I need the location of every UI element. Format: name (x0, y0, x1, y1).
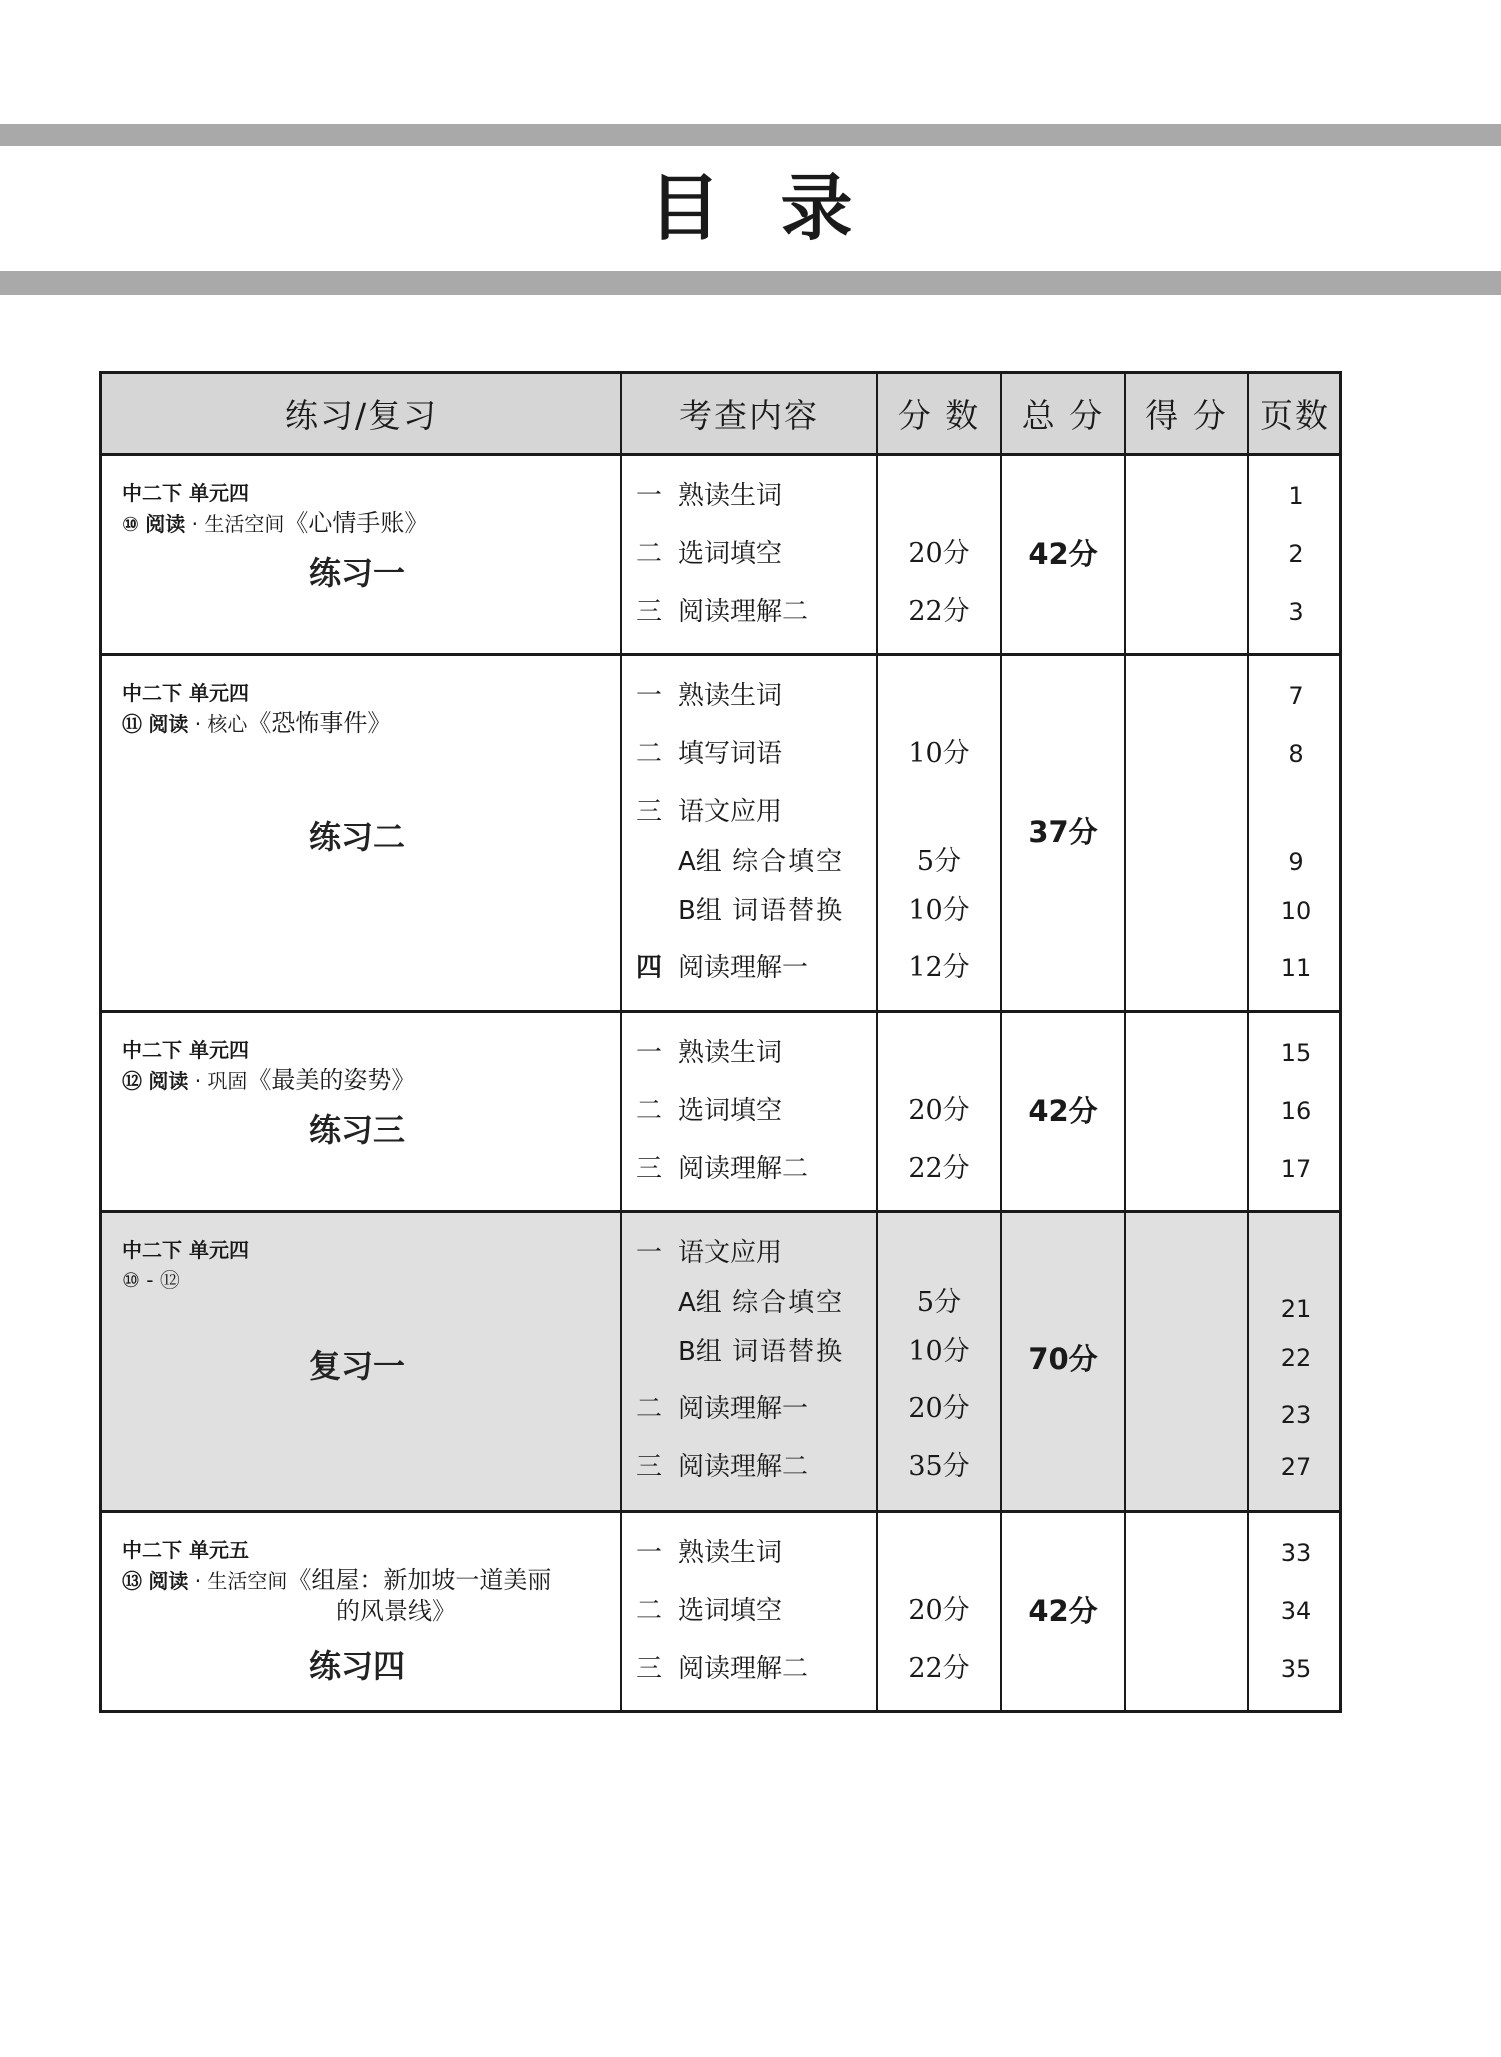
page-number: 9 (1288, 848, 1304, 876)
item-score: 5分 (916, 1287, 962, 1318)
lesson-info (122, 1235, 249, 1295)
header-score: 分 数 (897, 396, 981, 435)
content-item: 二 选词填空 (636, 539, 783, 569)
page-number: 27 (1280, 1453, 1312, 1481)
lesson-title: 《恐怖事件》 (247, 709, 392, 737)
exercise-name: 复习一 (308, 1347, 405, 1385)
page-number: 8 (1288, 740, 1304, 768)
top-gray-band (0, 124, 1501, 146)
content-item: 三 阅读理解二 (636, 1452, 809, 1482)
column-divider (620, 374, 622, 1710)
content-subitem: A组 综合填空 (678, 1288, 845, 1318)
lesson-type: 阅读 (148, 1069, 189, 1093)
lesson-part: · 巩固 (194, 1069, 248, 1093)
item-score: 10分 (908, 738, 970, 769)
item-score: 20分 (908, 1393, 970, 1424)
unit-label: 中二下 单元四 (122, 681, 249, 705)
unit-label: 中二下 单元四 (122, 1038, 249, 1062)
page-number: 3 (1288, 598, 1304, 626)
bottom-gray-band (0, 271, 1501, 295)
content-item: 一 熟读生词 (636, 681, 783, 711)
content-item: 二 阅读理解一 (636, 1394, 809, 1424)
lesson-label (122, 708, 391, 739)
page-number: 10 (1280, 897, 1312, 925)
lesson-info (122, 1035, 415, 1096)
content-item: 二 填写词语 (636, 739, 783, 769)
content-item: 三 阅读理解二 (636, 1154, 809, 1184)
lesson-part: · 核心 (194, 712, 248, 736)
page-title: 目录 (648, 166, 913, 250)
lesson-type: 阅读 (148, 1569, 189, 1593)
page-number: 21 (1280, 1295, 1312, 1323)
content-item: 三 阅读理解二 (636, 1654, 809, 1684)
content-item: 二 选词填空 (636, 1596, 783, 1626)
item-score: 5分 (916, 846, 962, 877)
lesson-label (122, 1565, 551, 1596)
table-row-review (102, 1213, 1339, 1513)
item-score: 35分 (908, 1451, 970, 1482)
item-score: 20分 (908, 538, 970, 569)
lesson-title-continued: 的风景线》 (336, 1597, 456, 1625)
table-row (102, 1513, 1339, 1710)
lesson-title: 《最美的姿势》 (247, 1066, 416, 1094)
content-item: 二 选词填空 (636, 1096, 783, 1126)
lesson-number: ⑫ (122, 1069, 142, 1093)
header-obtained: 得 分 (1145, 396, 1228, 435)
lesson-number: ⑩ (122, 512, 139, 536)
content-item: 四 阅读理解一 (636, 953, 809, 983)
header-content: 考查内容 (679, 396, 819, 435)
item-score: 22分 (908, 1153, 970, 1184)
exercise-name: 练习三 (308, 1111, 405, 1149)
page-number: 15 (1280, 1039, 1312, 1067)
page-number: 7 (1288, 682, 1304, 710)
unit-label: 中二下 单元五 (122, 1538, 249, 1562)
lesson-label (122, 508, 428, 539)
column-divider (1000, 374, 1002, 1710)
item-score: 10分 (908, 895, 970, 926)
header-exercise: 练习/复习 (284, 396, 439, 435)
unit-label: 中二下 单元四 (122, 481, 249, 505)
lesson-type: 阅读 (145, 512, 186, 536)
header-total: 总 分 (1021, 396, 1105, 435)
page-number: 34 (1280, 1597, 1312, 1625)
content-item: 一 语文应用 (636, 1238, 783, 1268)
page-number: 33 (1280, 1539, 1312, 1567)
total-score: 70分 (1028, 1342, 1098, 1376)
lesson-label (122, 1065, 415, 1096)
lesson-part: · 生活空间 (191, 512, 285, 536)
page-number: 2 (1288, 540, 1304, 568)
total-score: 42分 (1028, 1094, 1098, 1128)
total-score: 42分 (1028, 1594, 1098, 1628)
table-row (102, 1013, 1339, 1213)
header-page: 页数 (1260, 396, 1330, 435)
item-score: 20分 (908, 1095, 970, 1126)
page-number: 23 (1280, 1401, 1312, 1429)
content-item: 一 熟读生词 (636, 1038, 783, 1068)
page-number: 11 (1280, 954, 1312, 982)
lesson-title: 《心情手账》 (284, 509, 429, 537)
column-divider (876, 374, 878, 1710)
item-score: 22分 (908, 596, 970, 627)
lesson-info (122, 678, 391, 739)
lesson-range: ⑩ - ⑫ (122, 1268, 180, 1292)
lesson-info (122, 1535, 551, 1627)
exercise-name: 练习一 (308, 554, 405, 592)
content-item: 一 熟读生词 (636, 1538, 783, 1568)
item-score: 10分 (908, 1336, 970, 1367)
table-header (102, 374, 1339, 456)
lesson-number: ⑬ (122, 1569, 142, 1593)
content-item: 三 语文应用 (636, 797, 783, 827)
table-row (102, 456, 1339, 656)
item-score: 12分 (908, 952, 970, 983)
page-number: 17 (1280, 1155, 1312, 1183)
total-score: 42分 (1028, 537, 1098, 571)
total-score: 37分 (1028, 815, 1098, 849)
column-divider (1124, 374, 1126, 1710)
lesson-number: ⑪ (122, 712, 142, 736)
content-item: 三 阅读理解二 (636, 597, 809, 627)
page-number: 16 (1280, 1097, 1312, 1125)
content-subitem: B组 词语替换 (678, 1337, 845, 1367)
page-number: 22 (1280, 1344, 1312, 1372)
page-number: 35 (1280, 1655, 1312, 1683)
lesson-type: 阅读 (148, 712, 189, 736)
page-number: 1 (1288, 482, 1304, 510)
unit-label: 中二下 单元四 (122, 1238, 249, 1262)
content-item: 一 熟读生词 (636, 481, 783, 511)
table-row (102, 656, 1339, 1013)
lesson-part: · 生活空间 (194, 1569, 288, 1593)
item-score: 20分 (908, 1595, 970, 1626)
lesson-info (122, 478, 428, 539)
lesson-title: 《组屋：新加坡一道美丽 (287, 1566, 552, 1594)
exercise-name: 练习四 (308, 1647, 405, 1685)
column-divider (1247, 374, 1249, 1710)
exercise-name: 练习二 (308, 818, 405, 856)
contents-table (99, 371, 1342, 1713)
item-score: 22分 (908, 1653, 970, 1684)
content-subitem: B组 词语替换 (678, 896, 845, 926)
content-subitem: A组 综合填空 (678, 847, 845, 877)
